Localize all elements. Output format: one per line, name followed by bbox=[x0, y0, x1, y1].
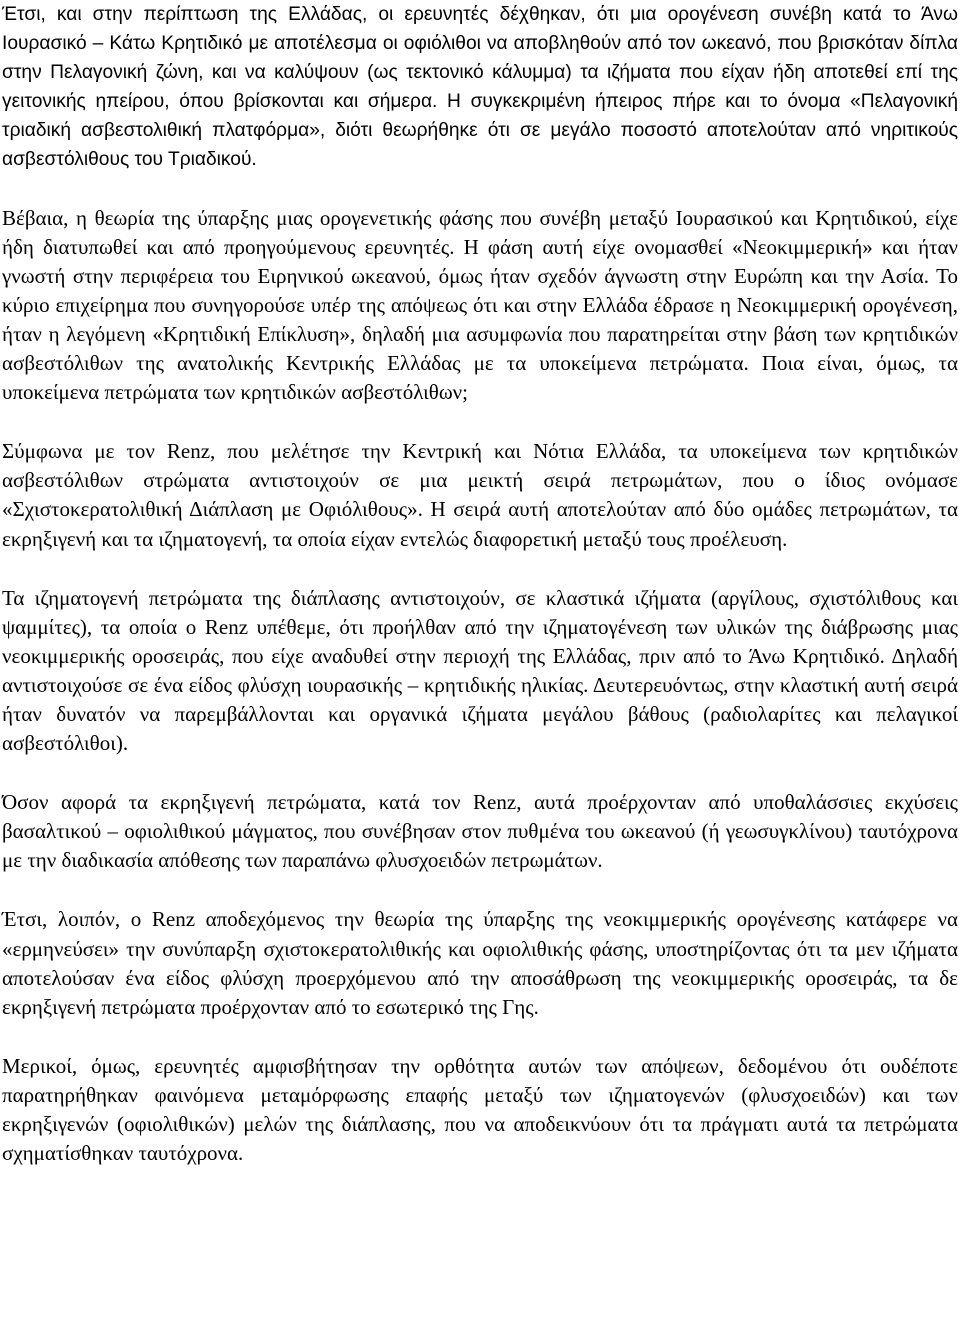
paragraph-6: Έτσι, λοιπόν, ο Renz αποδεχόμενος την θεωρία της ύπαρξης της νεοκιμμερικής ορογένεσης κατάφερε να «ερμηνεύσει» την συνύπαρξη σχιστοκερατολιθικής και οφιολιθικής φάσης, υποστηρίζοντας ότι τα μεν ιζήματα αποτελούσαν ένα είδος φλύσχη προερχόμενου από την αποσάθρωση της νεοκιμμερικής οροσειράς, τα δε εκρηξιγενή πετρώματα προέρχονταν από το εσωτερικό της Γης. bbox=[2, 907, 958, 1019]
paragraph-2: Βέβαια, η θεωρία της ύπαρξης μιας ορογενετικής φάσης που συνέβη μεταξύ Ιουρασικού και Κρητιδικού, είχε ήδη διατυπωθεί και από προηγούμενους ερευνητές. Η φάση αυτή είχε ονομασθεί «Νεοκιμμερική» και ήταν γνωστή στην περιφέρεια του Ειρηνικού ωκεανού, όμως ήταν σχεδόν άγνωστη στην Ευρώπη και την Ασία. Το κύριο επιχείρημα που συνηγορούσε υπέρ της απόψεως ότι και στην Ελλάδα έδρασε η Νεοκιμμερική ορογένεση, ήταν η λεγόμενη «Κρητιδική Επίκλυση», δηλαδή μια ασυμφωνία που παρατηρείται στην βάση των κρητιδικών ασβεστόλιθων της ανατολικής Κεντρικής Ελλάδας με τα υποκείμενα πετρώματα. Ποια είναι, όμως, τα υποκείμενα πετρώματα των κρητιδικών ασβεστόλιθων; bbox=[2, 205, 958, 405]
paragraph-3: Σύμφωνα με τον Renz, που μελέτησε την Κεντρική και Νότια Ελλάδα, τα υποκείμενα των κρητιδικών ασβεστόλιθων στρώματα αντιστοιχούν σε μια μεικτή σειρά πετρωμάτων, που ο ίδιος ονόμασε «Σχιστοκερατολιθική Διάπλαση με Οφιόλιθους». Η σειρά αυτή αποτελούταν από δύο ομάδες πετρωμάτων, τα εκρηξιγενή και τα ιζηματογενή, τα οποία είχαν εντελώς διαφορετική μεταξύ τους προέλευση. bbox=[2, 439, 958, 551]
paragraph-7: Μερικοί, όμως, ερευνητές αμφισβήτησαν την ορθότητα αυτών των απόψεων, δεδομένου ότι ουδέποτε παρατηρήθηκαν φαινόμενα μεταμόρφωσης επαφής μεταξύ των ιζηματογενών (φλυσχοειδών) και των εκρηξιγενών (οφιολιθικών) μελών της διάπλασης, που να αποδεικνύουν ότι τα πράγματι αυτά τα πετρώματα σχηματίσθηκαν ταυτόχρονα. bbox=[2, 1053, 958, 1166]
paragraph-1: Έτσι, και στην περίπτωση της Ελλάδας, οι ερευνητές δέχθηκαν, ότι μια ορογένεση συνέβη κατά το Άνω Ιουρασικό – Κάτω Κρητιδικό με αποτέλεσμα οι οφιόλιθοι να αποβληθούν από τον ωκεανό, που βρισκόταν δίπλα στην Πελαγονική ζώνη, και να καλύψουν (ως τεκτονικό κάλυμμα) τα ιζήματα που είχαν ήδη αποτεθεί επί της γειτονικής ηπείρου, όπου βρίσκονται και σήμερα. Η συγκεκριμένη ήπειρος πήρε και το όνομα «Πελαγονική τριαδική ασβεστολιθική πλατφόρμα», διότι θεωρήθηκε ότι σε μεγάλο ποσοστό αποτελούταν από νηριτικούς ασβεστόλιθους του Τριαδικού. bbox=[2, 4, 958, 171]
paragraph-4: Τα ιζηματογενή πετρώματα της διάπλασης αντιστοιχούν, σε κλαστικά ιζήματα (αργίλους, σχιστόλιθους και ψαμμίτες), τα οποία ο Renz υπέθεμε, ότι προήλθαν από την ιζηματογένεση των υλικών της διάβρωσης μιας νεοκιμμερικής οροσειράς, που είχε αναδυθεί στην περιοχή της Ελλάδας, πριν από το Άνω Κρητιδικό. Δηλαδή αντιστοιχούσε σε ένα είδος φλύσχη ιουρασικής – κρητιδικής ηλικίας. Δευτερευόντως, στην κλαστική αυτή σειρά ήταν δυνατόν να παρεμβάλλονται και οργανικά ιζήματα μεγάλου βάθους (ραδιολαρίτες και πελαγικοί ασβεστόλιθοι). bbox=[2, 585, 958, 756]
paragraph-5: Όσον αφορά τα εκρηξιγενή πετρώματα, κατά τον Renz, αυτά προέρχονταν από υποθαλάσσιες εκχύσεις βασαλτικού – οφιολιθικού μάγματος, που συνέβησαν στον πυθμένα του ωκεανού (ή γεωσυγκλίνου) ταυτόχρονα με την διαδικασία απόθεσης των παραπάνω φλυσχοειδών πετρωμάτων. bbox=[2, 790, 958, 873]
